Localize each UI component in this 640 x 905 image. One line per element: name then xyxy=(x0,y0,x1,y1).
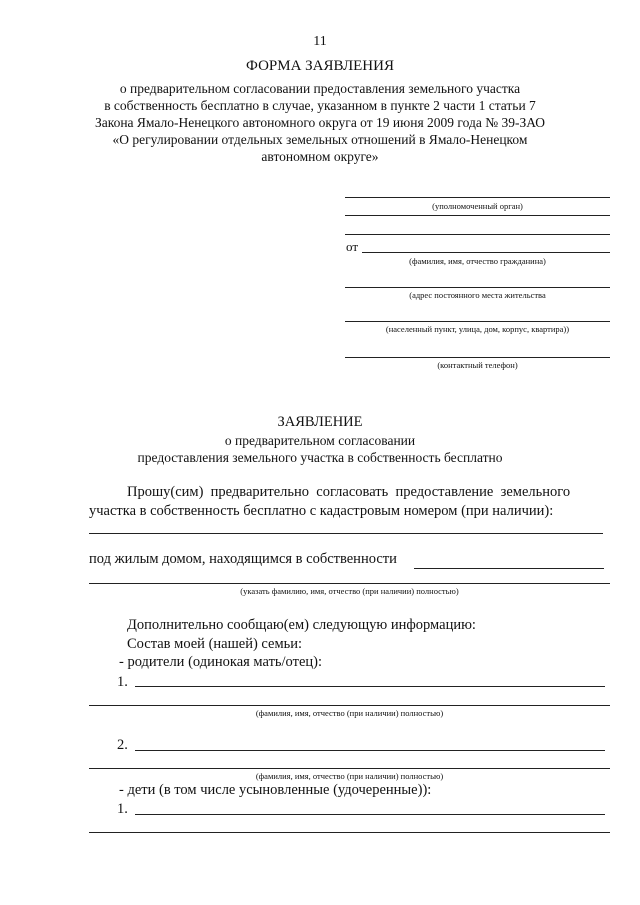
child-item-1-number: 1. xyxy=(117,801,128,817)
cadastral-number-line[interactable] xyxy=(89,533,603,534)
parent-item-1-line[interactable] xyxy=(135,686,605,687)
fio-caption: (фамилия, имя, отчество гражданина) xyxy=(409,256,546,266)
address-caption-2: (населенный пункт, улица, дом, корпус, квартира)) xyxy=(385,324,570,334)
family-label: Состав моей (нашей) семьи: xyxy=(127,636,303,652)
owner-caption: (указать фамилию, имя, отчество (при наличии) полностью) xyxy=(240,586,459,596)
phone-caption: (контактный телефон) xyxy=(437,360,518,370)
parent-item-2-caption: (фамилия, имя, отчество (при наличии) полностью) xyxy=(255,771,444,781)
parent-item-2-number: 2. xyxy=(117,737,128,753)
address-caption: (адрес постоянного места жительства xyxy=(409,290,546,300)
authority-line-2[interactable] xyxy=(345,215,610,216)
authority-caption: (уполномоченный орган) xyxy=(432,201,523,211)
parent-item-1-number: 1. xyxy=(117,674,128,690)
parent-item-1-caption: (фамилия, имя, отчество (при наличии) полностью) xyxy=(255,708,444,718)
form-title: ФОРМА ЗАЯВЛЕНИЯ xyxy=(246,58,394,74)
statement-subtitle-2: предоставления земельного участка в собственность бесплатно xyxy=(137,450,503,465)
form-subtitle-line-5: автономном округе» xyxy=(261,149,379,164)
request-line-2: участка в собственность бесплатно с кадастровым номером (при наличии): xyxy=(89,503,554,519)
request-line-1: Прошу(сим) предварительно согласовать предоставление земельного xyxy=(127,484,571,500)
children-label: - дети (в том числе усыновленные (удочеренные)): xyxy=(119,782,432,798)
address-line-1[interactable] xyxy=(345,287,610,288)
owner-line[interactable] xyxy=(89,583,610,584)
address-line-2[interactable] xyxy=(345,321,610,322)
statement-subtitle-1: о предварительном согласовании xyxy=(224,433,416,448)
fio-line[interactable] xyxy=(362,252,610,253)
child-item-1-line[interactable] xyxy=(135,814,605,815)
child-item-1-line-2[interactable] xyxy=(89,832,610,833)
additional-intro: Дополнительно сообщаю(ем) следующую информацию: xyxy=(127,617,476,633)
owner-line-short[interactable] xyxy=(414,568,604,569)
form-subtitle-line-1: о предварительном согласовании предоставления земельного участка xyxy=(119,81,521,96)
from-label: от xyxy=(346,239,359,254)
parent-item-1-line-2[interactable] xyxy=(89,705,610,706)
phone-line[interactable] xyxy=(345,357,610,358)
form-subtitle-line-3: Закона Ямало-Ненецкого автономного округа от 19 июня 2009 года № 39-ЗАО xyxy=(94,115,546,130)
parents-label: - родители (одинокая мать/отец): xyxy=(119,654,322,670)
authority-line-1[interactable] xyxy=(345,197,610,198)
parent-item-2-line[interactable] xyxy=(135,750,605,751)
from-line-1[interactable] xyxy=(345,234,610,235)
statement-title: ЗАЯВЛЕНИЕ xyxy=(277,414,363,430)
parent-item-2-line-2[interactable] xyxy=(89,768,610,769)
house-text: под жилым домом, находящимся в собственности xyxy=(89,551,397,567)
page-number: 11 xyxy=(313,34,327,49)
form-subtitle-line-4: «О регулировании отдельных земельных отношений в Ямало-Ненецком xyxy=(112,132,528,147)
form-subtitle-line-2: в собственность бесплатно в случае, указанном в пункте 2 части 1 статьи 7 xyxy=(104,98,536,113)
